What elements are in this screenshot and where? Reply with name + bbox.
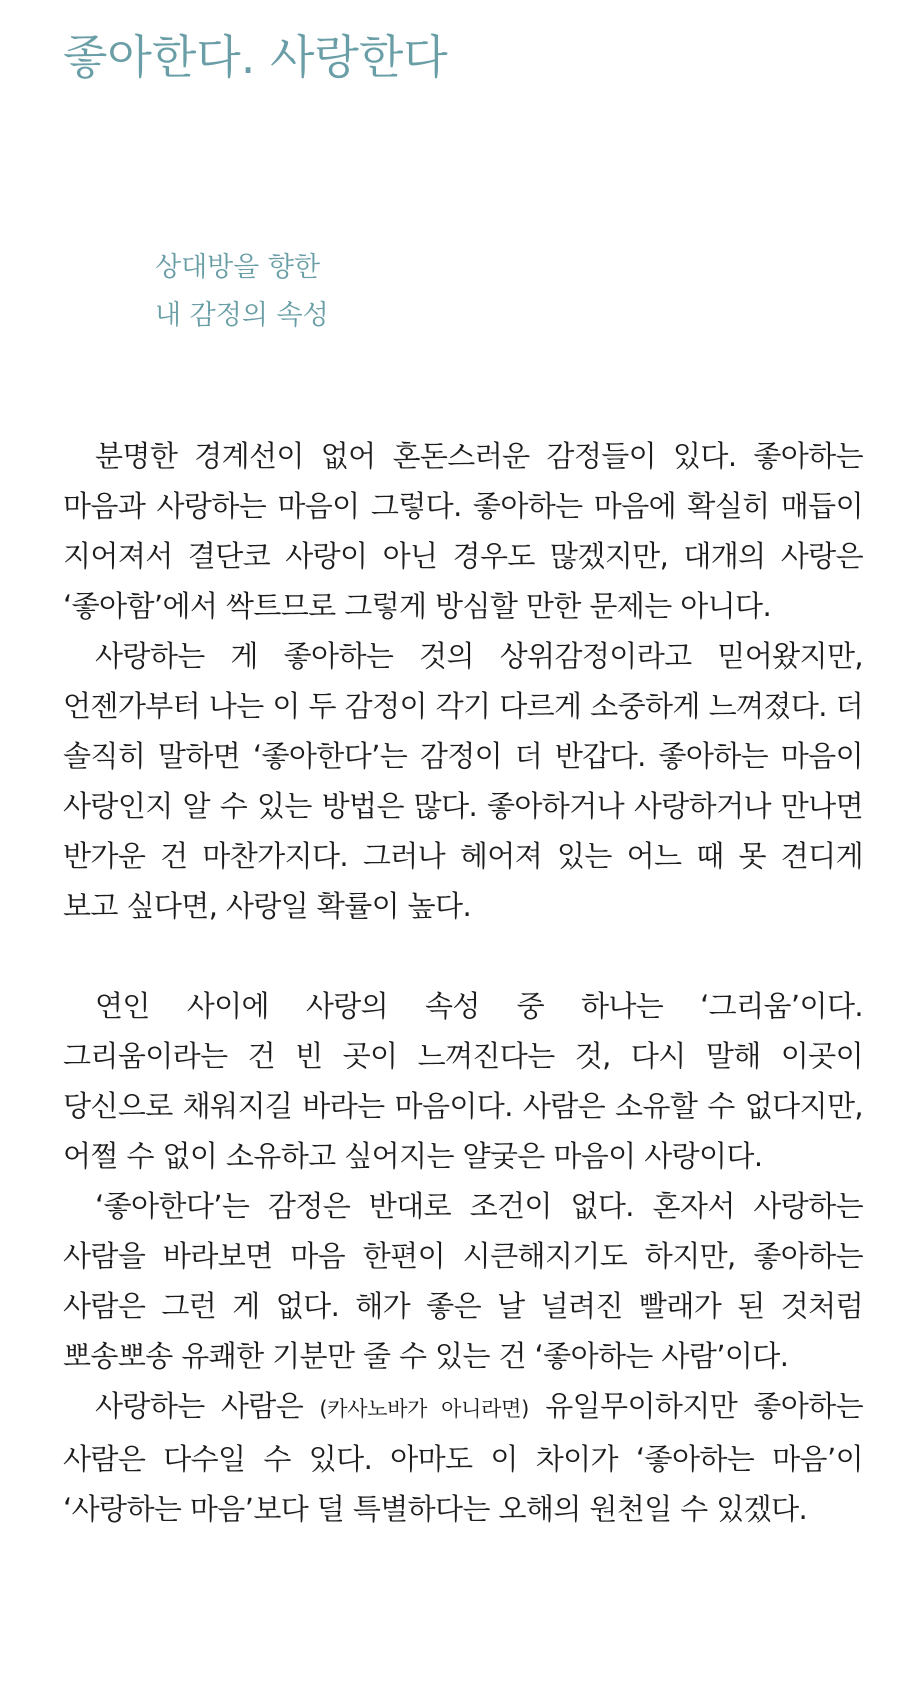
subtitle-line: 내 감정의 속성 <box>155 300 329 331</box>
article-body <box>63 431 863 1534</box>
paragraph: 연인 사이에 사랑의 속성 중 하나는 ‘그리움’이다. 그리움이라는 건 빈 곳이 느껴진다는 것, 다시 말해 이곳이 당신으로 채워지길 바라는 마음이다. 사람은 소유할 수 없다지만, 어쩔 수 없이 소유하고 싶어지는 얄궂은 마음이 사랑이다. <box>63 989 863 1173</box>
parenthetical-aside: (카사노바가 아니라면) <box>319 1397 529 1421</box>
subtitle <box>155 244 329 340</box>
paragraph: 분명한 경계선이 없어 혼돈스러운 감정들이 있다. 좋아하는 마음과 사랑하는 마음이 그렇다. 좋아하는 마음에 확실히 매듭이 지어져서 결단코 사랑이 아닌 경우도 많겠지만, 대개의 사랑은 ‘좋아함’에서 싹트므로 그렇게 방심할 만한 문제는 아니다. <box>63 439 863 623</box>
subtitle-line: 상대방을 향한 <box>155 252 321 283</box>
paragraph: 사랑하는 게 좋아하는 것의 상위감정이라고 믿어왔지만, 언젠가부터 나는 이 두 감정이 각기 다르게 소중하게 느껴졌다. 더 솔직히 말하면 ‘좋아한다’는 감정이 더 반갑다. 좋아하는 마음이 사랑인지 알 수 있는 방법은 많다. 좋아하거나 사랑하거나 만나면 반가운 건 마찬가지다. 그러나 헤어져 있는 어느 때 못 견디게 보고 싶다면, 사랑일 확률이 높다. <box>63 639 863 923</box>
paragraph: ‘좋아한다’는 감정은 반대로 조건이 없다. 혼자서 사랑하는 사람을 바라보면 마음 한편이 시큰해지기도 하지만, 좋아하는 사람은 그런 게 없다. 해가 좋은 날 널려진 빨래가 된 것처럼 뽀송뽀송 유쾌한 기분만 줄 수 있는 건 ‘좋아하는 사람’이다. <box>63 1189 863 1373</box>
paragraph-text: 유일무이하지만 좋아하는 사람은 다수일 수 있다. 아마도 이 차이가 ‘좋아하는 마음’이 ‘사랑하는 마음’보다 덜 특별하다는 오해의 원천일 수 있겠다. <box>63 1389 863 1526</box>
paragraph-text: 사랑하는 사람은 <box>95 1389 320 1423</box>
paragraph-last <box>63 1381 863 1534</box>
page-title: 좋아한다. 사랑한다 <box>63 30 448 84</box>
